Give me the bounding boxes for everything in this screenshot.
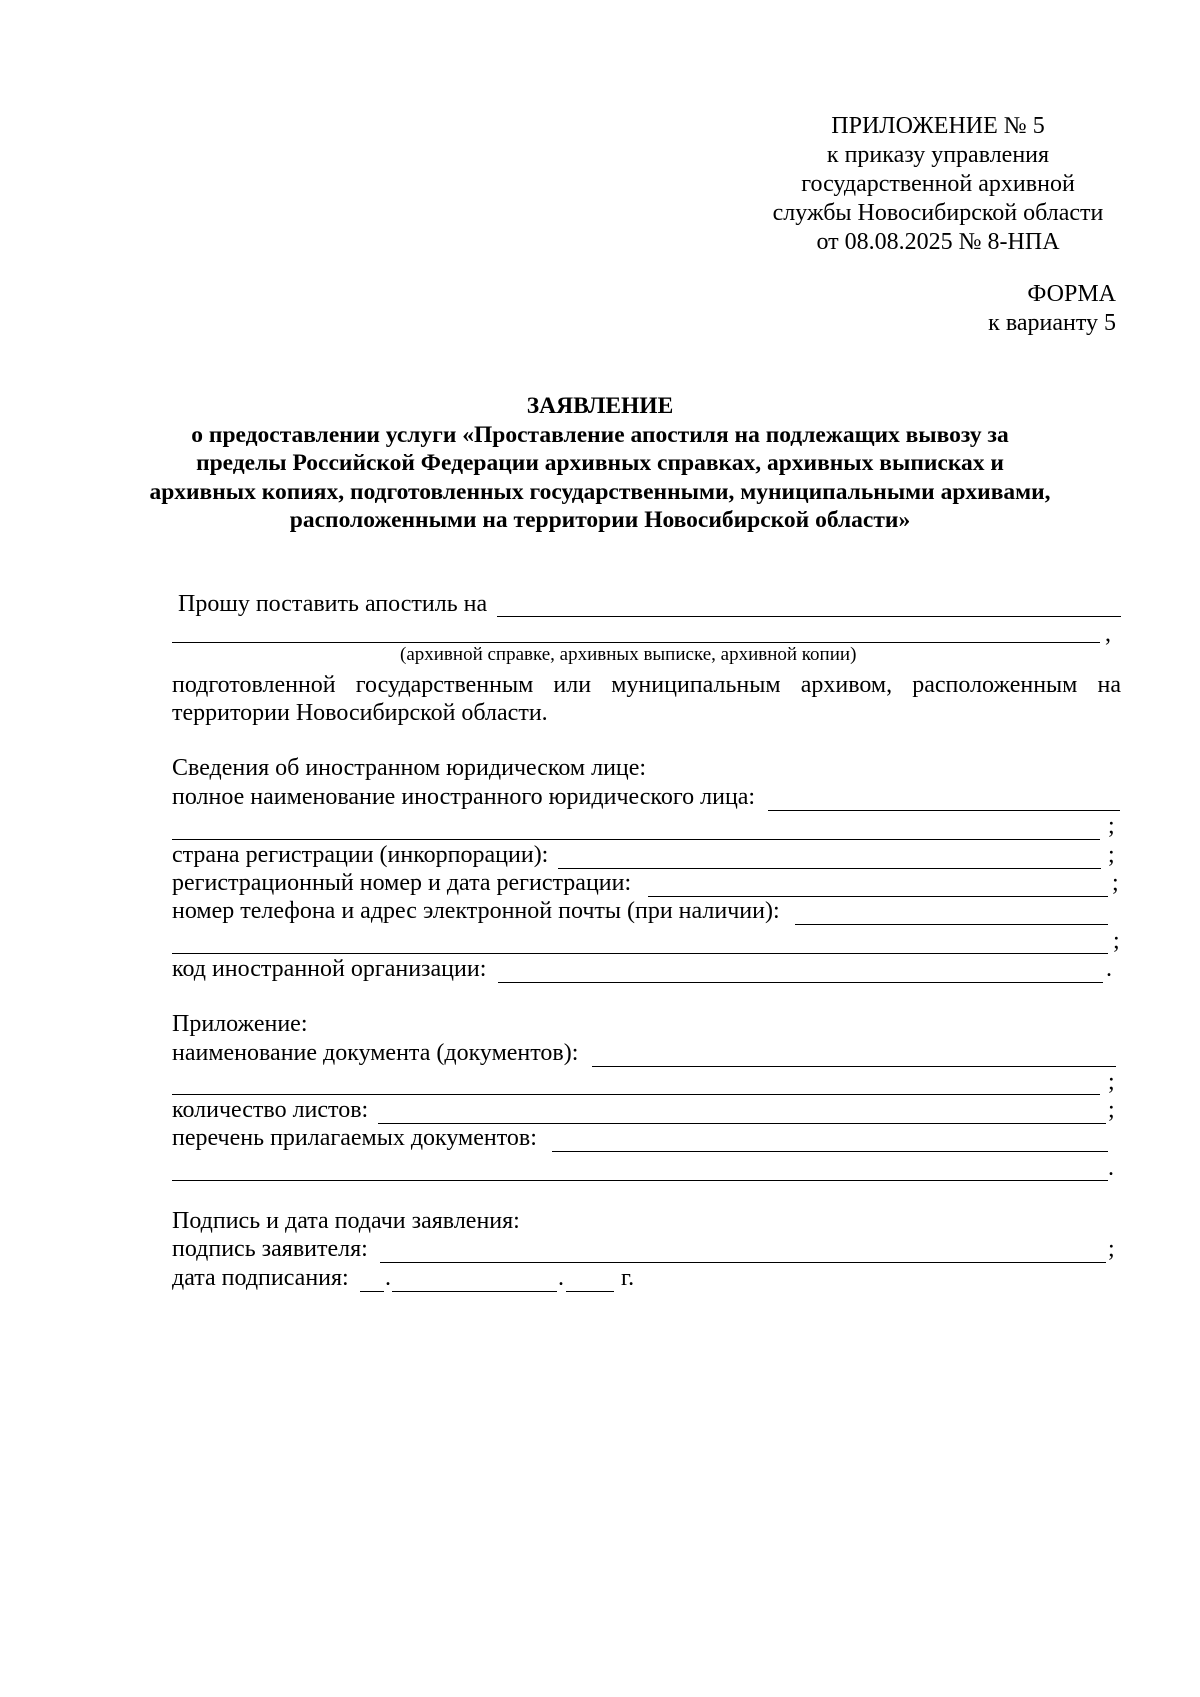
date-separator: .	[385, 1265, 391, 1291]
date-month-field[interactable]	[392, 1291, 557, 1292]
semicolon: ;	[1108, 1097, 1115, 1123]
title-heading: ЗАЯВЛЕНИЕ	[526, 393, 674, 419]
org-code-label: код иностранной организации:	[172, 956, 487, 982]
appendix-line: службы Новосибирской области	[772, 200, 1104, 226]
signature-label: подпись заявителя:	[172, 1236, 368, 1262]
period: .	[1108, 1155, 1114, 1181]
sheets-label: количество листов:	[172, 1097, 369, 1123]
title-line: пределы Российской Федерации архивных справках, архивных выписках и	[196, 450, 1004, 476]
attachments-heading: Приложение:	[172, 1011, 308, 1037]
full-name-field-line-2[interactable]	[172, 839, 1100, 840]
signature-heading: Подпись и дата подачи заявления:	[172, 1208, 520, 1234]
contacts-field-line-2[interactable]	[172, 953, 1108, 954]
request-label: Прошу поставить апостиль на	[178, 591, 488, 617]
date-year-field[interactable]	[566, 1291, 614, 1292]
request-comma: ,	[1105, 621, 1111, 647]
document-title	[130, 392, 1070, 535]
appendix-line: государственной архивной	[801, 171, 1075, 197]
date-label: дата подписания:	[172, 1265, 349, 1291]
signature-field-line[interactable]	[380, 1262, 1106, 1263]
attachments-list-label: перечень прилагаемых документов:	[172, 1125, 537, 1151]
semicolon: ;	[1108, 813, 1115, 839]
semicolon: ;	[1108, 842, 1115, 868]
reg-number-label: регистрационный номер и дата регистрации:	[172, 870, 632, 896]
form-label	[988, 280, 1116, 338]
title-line: расположенными на территории Новосибирской области»	[289, 507, 911, 533]
contacts-field-line[interactable]	[795, 924, 1108, 925]
doc-name-field-line[interactable]	[592, 1066, 1116, 1067]
org-code-field-line[interactable]	[498, 982, 1103, 983]
request-paragraph-line: территории Новосибирской области.	[172, 700, 548, 726]
attachments-list-field-line[interactable]	[552, 1151, 1108, 1152]
semicolon: ;	[1113, 928, 1120, 954]
country-field-line[interactable]	[558, 868, 1101, 869]
appendix-line: к приказу управления	[826, 142, 1050, 168]
full-name-label: полное наименование иностранного юридического лица:	[172, 784, 756, 810]
period: .	[1106, 956, 1112, 982]
request-field-line-2[interactable]	[172, 642, 1100, 643]
date-day-field[interactable]	[360, 1291, 384, 1292]
title-line: о предоставлении услуги «Проставление апостиля на подлежащих вывозу за	[191, 421, 1009, 448]
year-suffix: г.	[621, 1265, 635, 1291]
contacts-label: номер телефона и адрес электронной почты (при наличии):	[172, 898, 780, 924]
foreign-entity-heading: Сведения об иностранном юридическом лице:	[172, 755, 647, 781]
form-label-title: ФОРМА	[1027, 281, 1116, 307]
appendix-header	[748, 112, 1128, 257]
appendix-line: от 08.08.2025 № 8-НПА	[816, 229, 1060, 255]
semicolon: ;	[1112, 870, 1119, 896]
date-separator: .	[558, 1265, 564, 1291]
full-name-field-line[interactable]	[768, 810, 1120, 811]
request-field-line[interactable]	[497, 616, 1121, 617]
request-field-caption: (архивной справке, архивных выписке, архивной копии)	[400, 644, 857, 665]
form-label-variant: к варианту 5	[988, 310, 1116, 336]
appendix-title: ПРИЛОЖЕНИЕ № 5	[831, 113, 1045, 139]
doc-name-label: наименование документа (документов):	[172, 1040, 579, 1066]
semicolon: ;	[1108, 1069, 1115, 1095]
doc-name-field-line-2[interactable]	[172, 1094, 1100, 1095]
title-line: архивных копиях, подготовленных государственными, муниципальными архивами,	[149, 478, 1051, 505]
country-label: страна регистрации (инкорпорации):	[172, 842, 549, 868]
attachments-list-field-line-2[interactable]	[172, 1180, 1108, 1181]
semicolon: ;	[1108, 1236, 1115, 1262]
request-paragraph-line: подготовленной государственным или муниципальным архивом, расположенным на	[172, 672, 1121, 698]
